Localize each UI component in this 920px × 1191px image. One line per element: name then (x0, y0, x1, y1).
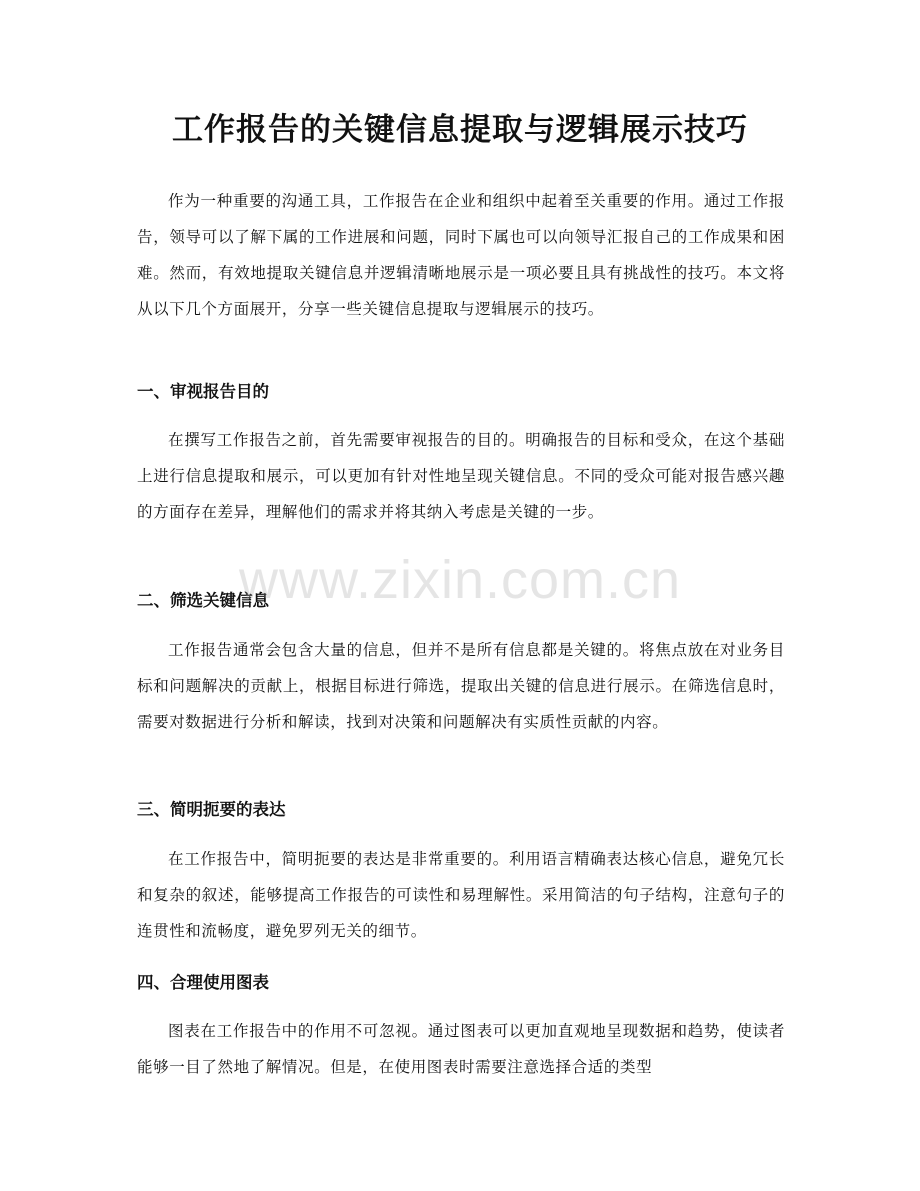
watermark-text: www.zixin.com.cn (238, 550, 682, 610)
document-title: 工作报告的关键信息提取与逻辑展示技巧 (172, 112, 748, 148)
section-4-body: 图表在工作报告中的作用不可忽视。通过图表可以更加直观地呈现数据和趋势，使读者能够一目了然地了解情况。但是，在使用图表时需要注意选择合适的类型 (137, 1022, 785, 1076)
section-3-heading: 三、简明扼要的表达 (137, 800, 286, 819)
section-2-body: 工作报告通常会包含大量的信息，但并不是所有信息都是关键的。将焦点放在对业务目标和问题解决的贡献上，根据目标进行筛选，提取出关键的信息进行展示。在筛选信息时，需要对数据进行分析和解读，找到对决策和问题解决有实质性贡献的内容。 (137, 641, 785, 731)
section-1-heading: 一、审视报告目的 (137, 382, 269, 401)
section-3-body: 在工作报告中，简明扼要的表达是非常重要的。利用语言精确表达核心信息，避免冗长和复杂的叙述，能够提高工作报告的可读性和易理解性。采用简洁的句子结构，注意句子的连贯性和流畅度，避免罗列无关的细节。 (137, 850, 785, 940)
section-2-heading: 二、筛选关键信息 (137, 591, 269, 610)
intro-paragraph: 作为一种重要的沟通工具，工作报告在企业和组织中起着至关重要的作用。通过工作报告，领导可以了解下属的工作进展和问题，同时下属也可以向领导汇报自己的工作成果和困难。然而，有效地提取关键信息并逻辑清晰地展示是一项必要且具有挑战性的技巧。本文将从以下几个方面展开，分享一些关键信息提取与逻辑展示的技巧。 (137, 192, 785, 318)
section-1-body: 在撰写工作报告之前，首先需要审视报告的目的。明确报告的目标和受众，在这个基础上进行信息提取和展示，可以更加有针对性地呈现关键信息。不同的受众可能对报告感兴趣的方面存在差异，理解他们的需求并将其纳入考虑是关键的一步。 (137, 431, 785, 521)
section-4-heading: 四、合理使用图表 (137, 973, 269, 992)
